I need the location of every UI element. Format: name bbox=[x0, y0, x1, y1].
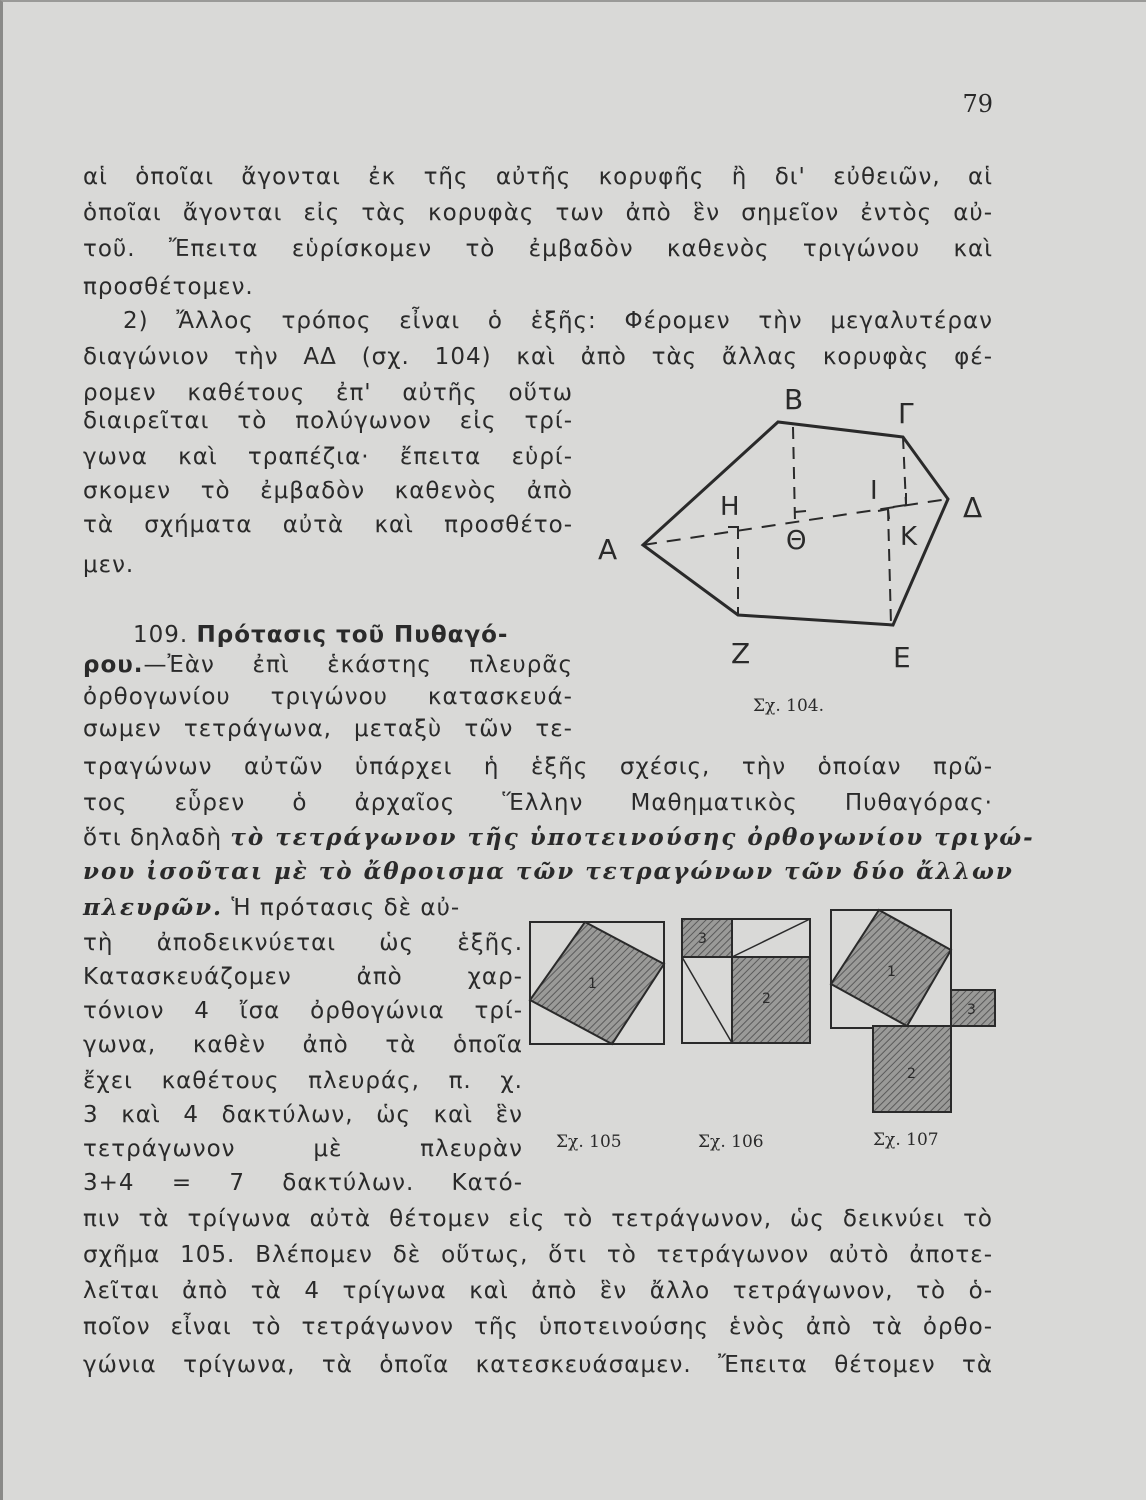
proposition-title-cont: ρου. bbox=[83, 652, 144, 678]
text-line: τόνιον 4 ἴσα ὀρθογώνια τρί- bbox=[83, 998, 523, 1024]
diagonal-line bbox=[682, 957, 732, 1043]
text-line: Κατασκευάζομεν ἀπὸ χαρ- bbox=[83, 964, 523, 990]
square-label: 1 bbox=[887, 964, 896, 980]
text-line: τραγώνων αὐτῶν ὑπάρχει ἡ ἑξῆς σχέσις, τὴν ὁποίαν πρῶ- bbox=[83, 754, 993, 780]
theorem-text: τὸ τετράγωνον τῆς ὑποτεινούσης ὀρθογωνίου τριγώ- bbox=[230, 824, 1035, 851]
text-line: γωνα, καθὲν ἀπὸ τὰ ὁποῖα bbox=[83, 1032, 523, 1058]
figure-106-caption: Σχ. 106 bbox=[698, 1132, 764, 1152]
right-angle-mark bbox=[795, 511, 806, 512]
text-line: προσθέτομεν. bbox=[83, 274, 254, 300]
text-line: γωνα καὶ τραπέζια· ἔπειτα εὑρί- bbox=[83, 444, 573, 470]
vertex-label-E: Ε bbox=[893, 641, 911, 674]
text-line: ποῖον εἶναι τὸ τετράγωνον τῆς ὑποτεινούσης ἑνὸς ἀπὸ τὰ ὀρθο- bbox=[83, 1314, 993, 1340]
text-line: τὴ ἀποδεικνύεται ὡς ἑξῆς. bbox=[83, 930, 523, 956]
figure-105 bbox=[528, 920, 668, 1048]
theorem-line bbox=[83, 894, 460, 921]
theorem-text: πλευρῶν. bbox=[83, 894, 224, 921]
text-line: διαιρεῖται τὸ πολύγωνον εἰς τρί- bbox=[83, 408, 573, 434]
text-line: λεῖται ἀπὸ τὰ 4 τρίγωνα καὶ ἀπὸ ἓν ἄλλο τετράγωνον, τὸ ὁ- bbox=[83, 1278, 993, 1304]
point-label-K: Κ bbox=[900, 522, 918, 552]
figure-106 bbox=[680, 917, 814, 1047]
text-span: —Ἐὰν ἐπὶ ἑκάστης πλευρᾶς bbox=[143, 652, 573, 678]
text-line: 3 καὶ 4 δακτύλων, ὡς καὶ ἓν bbox=[83, 1102, 523, 1128]
square-label: 1 bbox=[588, 976, 597, 992]
perpendicular-B bbox=[793, 427, 795, 522]
text-line: σωμεν τετράγωνα, μεταξὺ τῶν τε- bbox=[83, 716, 573, 742]
proposition-number: 109. bbox=[133, 622, 189, 648]
vertex-label-D: Δ bbox=[963, 491, 983, 524]
text-line: σχῆμα 105. Βλέπομεν δὲ οὕτως, ὅτι τὸ τετράγωνον αὐτὸ ἀποτε- bbox=[83, 1242, 993, 1268]
vertex-label-G: Γ bbox=[898, 397, 914, 430]
square-label: 3 bbox=[967, 1002, 976, 1018]
diagonal-line bbox=[732, 919, 810, 957]
small-square bbox=[682, 919, 732, 957]
theorem-line bbox=[83, 824, 1035, 851]
text-line: διαγώνιον τὴν ΑΔ (σχ. 104) καὶ ἀπὸ τὰς ἄλλας κορυφὰς φέ- bbox=[83, 344, 993, 370]
text-line: μεν. bbox=[83, 552, 135, 578]
text-span: ὅτι δηλαδὴ bbox=[83, 825, 223, 851]
vertex-label-Z: Ζ bbox=[731, 637, 751, 670]
hypotenuse-square bbox=[530, 922, 664, 1044]
text-line: τος εὗρεν ὁ ἀρχαῖος Ἕλλην Μαθηματικὸς Πυθαγόρας· bbox=[83, 790, 993, 816]
vertex-label-A: Α bbox=[598, 533, 618, 566]
text-line: τετράγωνον μὲ πλευρὰν bbox=[83, 1136, 523, 1162]
figure-104-caption: Σχ. 104. bbox=[753, 696, 824, 716]
square-label: 2 bbox=[762, 991, 771, 1007]
text-line bbox=[83, 652, 573, 678]
figure-104 bbox=[588, 377, 1008, 697]
point-label-H: Η bbox=[720, 492, 740, 522]
proposition-heading bbox=[133, 622, 508, 648]
proposition-title: Πρότασις τοῦ Πυθαγό- bbox=[196, 622, 509, 648]
point-label-Th: Θ bbox=[786, 526, 807, 556]
text-line: πιν τὰ τρίγωνα αὐτὰ θέτομεν εἰς τὸ τετράγωνον, ὡς δεικνύει τὸ bbox=[83, 1206, 993, 1232]
square-label: 2 bbox=[907, 1066, 916, 1082]
text-line: ρομεν καθέτους ἐπ' αὐτῆς οὕτω bbox=[83, 380, 573, 406]
text-line: ὀρθογωνίου τριγώνου κατασκευά- bbox=[83, 684, 573, 710]
text-line: γώνια τρίγωνα, τὰ ὁποῖα κατεσκευάσαμεν. Ἔπειτα θέτομεν τὰ bbox=[83, 1352, 993, 1378]
point-label-I: Ι bbox=[870, 476, 878, 506]
text-line: 2) Ἄλλος τρόπος εἶναι ὁ ἑξῆς: Φέρομεν τὴν μεγαλυτέραν bbox=[123, 308, 993, 334]
text-line: 3+4 = 7 δακτύλων. Κατό- bbox=[83, 1170, 523, 1196]
theorem-text: νου ἰσοῦται μὲ τὸ ἄθροισμα τῶν τετραγώνων τῶν δύο ἄλλων bbox=[83, 858, 1014, 885]
page-number: 79 bbox=[962, 90, 993, 118]
text-span: Ἡ πρότασις δὲ αὐ- bbox=[223, 895, 461, 921]
vertex-label-B: Β bbox=[784, 383, 804, 416]
perpendicular-E bbox=[888, 509, 891, 625]
figure-105-caption: Σχ. 105 bbox=[556, 1132, 622, 1152]
text-line: σκομεν τὸ ἐμβαδὸν καθενὸς ἀπὸ bbox=[83, 478, 573, 504]
text-line: αἱ ὁποῖαι ἄγονται ἐκ τῆς αὐτῆς κορυφῆς ἢ δι' εὐθειῶν, αἱ bbox=[83, 164, 993, 190]
square-label: 3 bbox=[698, 931, 707, 947]
text-line: τὰ σχήματα αὐτὰ καὶ προσθέτο- bbox=[83, 512, 573, 538]
large-square bbox=[732, 957, 810, 1043]
text-line: ἔχει καθέτους πλευράς, π. χ. bbox=[83, 1068, 523, 1094]
right-angle-mark bbox=[728, 527, 738, 537]
right-angle-mark bbox=[893, 493, 906, 507]
figure-107 bbox=[829, 908, 999, 1118]
figure-107-caption: Σχ. 107 bbox=[873, 1130, 939, 1150]
text-line: ὁποῖαι ἄγονται εἰς τὰς κορυφὰς των ἀπὸ ἓν σημεῖον ἐντὸς αὐ- bbox=[83, 200, 993, 226]
text-line: τοῦ. Ἔπειτα εὑρίσκομεν τὸ ἐμβαδὸν καθενὸς τριγώνου καὶ bbox=[83, 236, 993, 262]
